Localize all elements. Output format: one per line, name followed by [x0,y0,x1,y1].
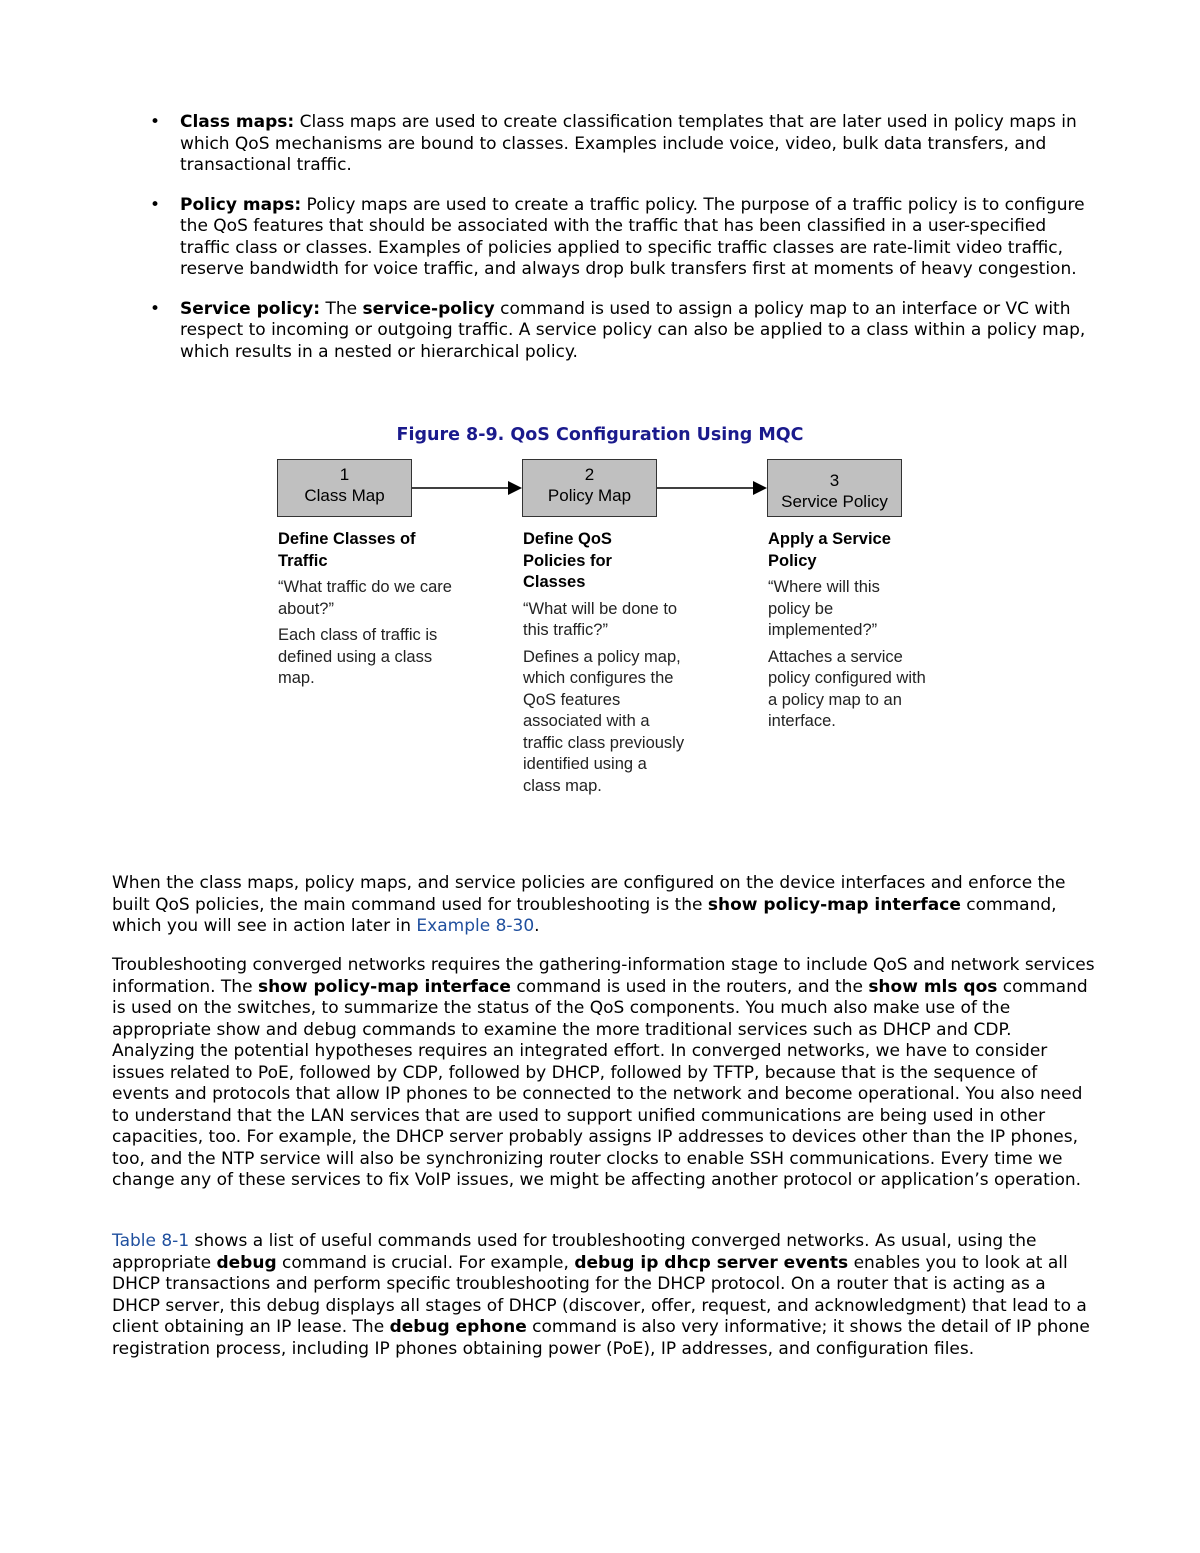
step-3-column [768,529,933,733]
bullet-term: Service policy: [180,298,321,319]
bullet-term: Policy maps: [180,194,302,215]
bullet-text: Policy maps are used to create a traffic policy. The purpose of a traffic policy is to configure the QoS features that should be associated with the traffic that has been classified in a user-specified traffic class or classes. Examples of policies applied to specific traffic classes are rate-limit video traffic, reserve bandwidth for voice traffic, and always drop bulk transfers first at moments of heavy congestion. [180,194,1085,279]
text-run: command is crucial. For example, [276,1252,575,1273]
bullet-text: command is used to assign a policy map to an interface or VC with respect to incoming or outgoing traffic. A service policy can also be applied to a class within a policy map, which results in a nested or hierarchical policy. [180,298,1086,362]
command-text: show policy-map interface [257,976,511,997]
step-number: 2 [584,465,595,484]
figure-caption: Figure 8-9. QoS Configuration Using MQC [396,425,804,445]
step-question: “What traffic do we care about?” [278,578,452,618]
bullet-service-policy [150,299,1095,364]
step-description: Attaches a service policy configured with a policy map to an interface. [768,647,926,730]
command-text: debug ip dhcp server events [574,1252,849,1273]
step-heading: Apply a Service Policy [768,530,891,570]
bullet-list [150,112,1095,381]
bullet-pre: The [320,298,363,319]
bullet-term: Class maps: [180,112,295,132]
bullet-class-maps [150,112,1095,177]
example-link[interactable]: Example 8-30 [416,916,535,936]
step-label: Service Policy [781,492,888,511]
text-run: command is used on the switches, to summarize the status of the QoS components. You much also make use of the appropriate show and debug commands to examine the more traditional services such as DHCP and CDP. Analyzing the potential hypotheses requires an integrated effort. In converged networks, we have to consider issues related to PoE, followed by CDP, followed by DHCP, followed by TFTP, because that is the sequence of events and protocols that allow IP phones to be connected to the network and become operational. You also need to understand that the LAN services that are used to support unified communications are being used in other capacities, too. For example, the DHCP server probably assigns IP addresses to devices other than the IP phones, too, and the NTP service will also be synchronizing router clocks to enable SSH communications. Every time we change any of these services to fix VoIP issues, we might be affecting another protocol or application’s operation. [112,976,1088,1190]
table-link[interactable]: Table 8-1 [112,1231,190,1251]
bullet-dot: • [150,298,161,319]
command-text: debug ephone [389,1317,527,1337]
step-description: Each class of traffic is defined using a class map. [278,626,438,687]
text-run: shows a list of useful commands used for troubleshooting converged networks. As usual, using the appropriate [112,1231,1037,1273]
bullet-dot: • [150,112,161,132]
mqc-figure [262,452,942,832]
policy-map-box [522,459,657,517]
bullet-text: Class maps are used to create classification templates that are later used in policy maps in which QoS mechanisms are bound to classes. Examples include voice, video, bulk data transfers, and transactional traffic. [180,112,1077,175]
class-map-box [277,459,412,517]
step-question: “What will be done to this traffic?” [523,599,678,639]
step-label: Policy Map [547,486,632,505]
text-run: Troubleshooting converged networks requires the gathering-information stage to include QoS and network services information. The [112,955,1095,997]
text-run: command is used in the routers, and the [510,976,869,997]
text-run: command is also very informative; it shows the detail of IP phone registration process, including IP phones obtaining power (PoE), IP addresses, and configuration files. [112,1317,1090,1359]
text-run: . [534,916,540,936]
command-text: debug [216,1252,277,1273]
bullet-policy-maps [150,195,1095,281]
step-description: Defines a policy map, which configures the QoS features associated with a traffic class previously identified using a class map. [523,647,685,795]
service-policy-box [767,459,902,517]
paragraph-policy-map [112,873,1097,938]
step-1-column [278,529,458,690]
paragraph-troubleshooting [112,955,1097,1192]
bullet-dot: • [150,194,161,215]
text-run: enables you to look at all DHCP transactions and perform specific troubleshooting for the DHCP protocol. On a router that is acting as a DHCP server, this debug displays all stages of DHCP (discover, offer, request, and acknowledgment) that lead to a client obtaining an IP lease. The [112,1252,1087,1337]
command-text: show mls qos [868,976,998,997]
step-question: “Where will this policy be implemented?” [768,578,880,639]
step-number: 1 [339,465,350,484]
paragraph-table-commands [112,1231,1097,1360]
command-text: show policy-map interface [707,894,961,915]
text-run: When the class maps, policy maps, and service policies are configured on the device interfaces and enforce the built QoS policies, the main command used for troubleshooting is the [112,873,1066,915]
step-heading: Define Classes of Traffic [278,530,416,570]
step-number: 3 [829,471,840,490]
bullet-command: service-policy [362,298,495,319]
text-run: command, which you will see in action later in [112,894,1057,936]
step-heading: Define QoS Policies for Classes [523,530,612,591]
step-label: Class Map [304,486,385,505]
arrow-2-icon [657,478,767,498]
step-2-column [523,529,693,797]
arrow-1-icon [412,478,522,498]
